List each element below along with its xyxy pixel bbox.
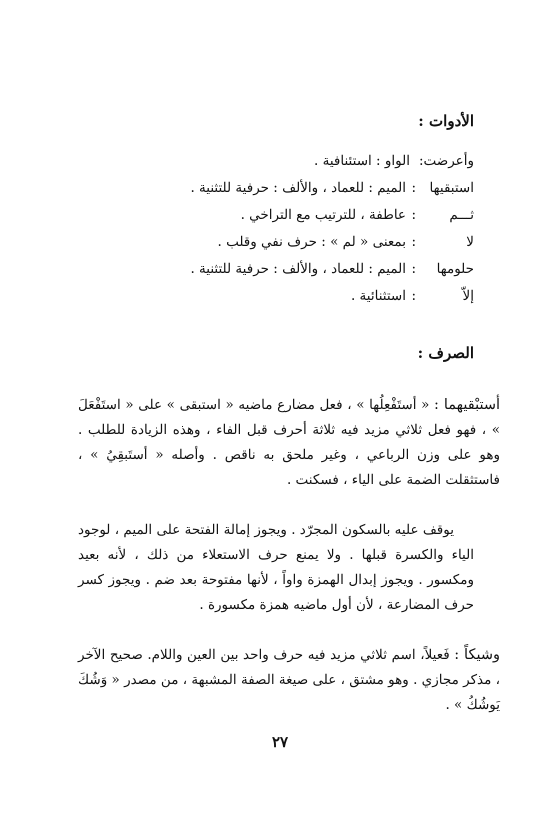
sarf-entry-2 <box>78 643 500 718</box>
sarf-entry-1 <box>78 393 500 493</box>
adawat-row-2 <box>74 207 474 233</box>
row-definition: استثنائية . <box>350 288 406 304</box>
sarf-entry-1-continued: يوقف عليه بالسكون المجرّد . ويجوز إمالة الفتحة على الميم ، لوجود الياء والكسرة قبلها . ولا يمنع حرف الاستعلاء من ذلك ، لأنه بعيد ومكسور . ويجوز إبدال الهمزة واواً ، لأنها مفتوحة بعد ضم . ويجوز كسر حرف المضارعة ، لأن أول ماضيه همزة مكسورة . <box>78 522 474 613</box>
row-colon: : <box>411 180 416 196</box>
row-colon: : <box>411 288 416 304</box>
entry-term: أستبْقيهما : <box>434 397 501 413</box>
sarf-heading: الصرف : <box>417 344 474 362</box>
row-definition: عاطفة ، للترتيب مع التراخي . <box>240 207 406 223</box>
row-term: ثـــم <box>449 207 474 223</box>
entry-text: فَعيلاً، اسم ثلاثي مزيد فيه حرف واحد بين العين واللام. صحيح الآخر ، مذكر مجازي . وهو مشتق ، على صيغة الصفة المشبهة ، من مصدر « وَشُكَ يَوشُكُ » . <box>78 647 500 713</box>
row-definition: الميم : للعماد ، والألف : حرفية للتثنية . <box>190 180 406 196</box>
entry-text: « أستَفْعِلُها » ، فعل مضارع ماضيه « استبقى » على « استَفْعَلَ » ، فهو فعل ثلاثي مزيد فيه ثلاثة أحرف قبل الفاء ، وهذه الزيادة للطلب . وهو على وزن الرباعي ، وغير ملحق به ناقص . وأصله « أستَبقِيُ » ، فاستثقلت الضمة على الياء ، فسكنت . <box>78 397 500 488</box>
row-term: حلومها <box>436 261 474 277</box>
adawat-row-4 <box>74 261 474 287</box>
row-term: لا <box>466 234 474 250</box>
page-number: ٢٧ <box>271 733 289 751</box>
adawat-row-3 <box>74 234 474 260</box>
row-definition: الميم : للعماد ، والألف : حرفية للتثنية . <box>190 261 406 277</box>
row-term: وأعرضت: <box>418 153 474 169</box>
row-term: إلاّ <box>462 288 474 304</box>
adawat-row-0 <box>74 153 474 179</box>
adawat-heading: الأدوات : <box>418 112 474 130</box>
adawat-row-1 <box>74 180 474 206</box>
adawat-row-5 <box>74 288 474 314</box>
row-term: استبقيها <box>429 180 474 196</box>
row-colon: : <box>411 207 416 223</box>
row-definition: الواو : استئنافية . <box>314 153 410 169</box>
row-colon: : <box>411 234 416 250</box>
row-colon: : <box>411 261 416 277</box>
row-definition: بمعنى « لم » : حرف نفي وقلب . <box>217 234 406 250</box>
entry-term: وشيكاً : <box>454 647 501 663</box>
